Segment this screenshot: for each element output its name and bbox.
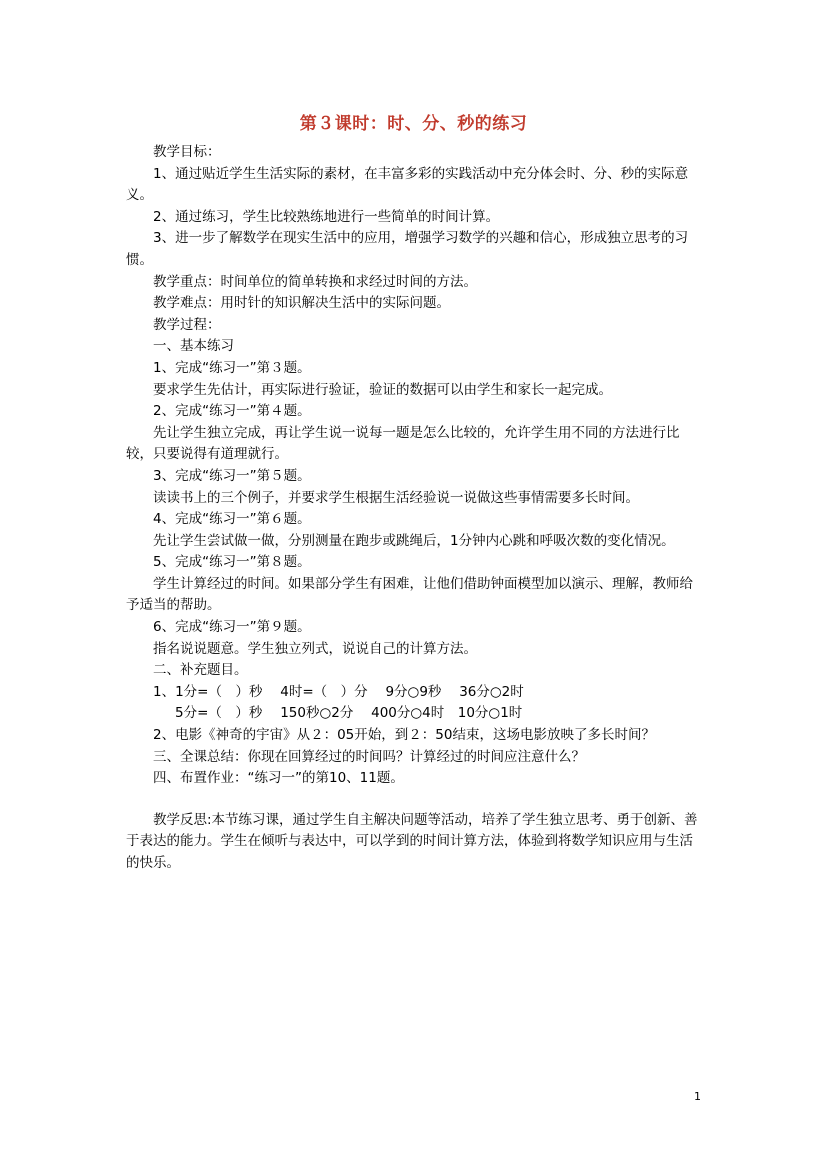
exercise-desc-3: 读读书上的三个例子，并要求学生根据生活经验说一说做这些事情需要多长时间。	[153, 489, 639, 506]
process-heading: 教学过程：	[153, 316, 221, 333]
exercise-desc-6: 指名说说题意。学生独立列式，说说自己的计算方法。	[153, 640, 477, 657]
section-heading-summary: 三、全课总结：你现在回算经过的时间吗？计算经过的时间应注意什么？	[153, 748, 585, 765]
exercise-desc-5: 学生计算经过的时间。如果部分学生有困难，让他们借助钟面模型加以演示、理解，教师给予适当的帮助。	[126, 575, 693, 614]
supplementary-row-1: 1、1分=（ ）秒 4时=（ ）分 9分○9秒 36分○2时	[153, 683, 524, 700]
section-heading-homework: 四、布置作业：“练习一”的第10、11题。	[153, 770, 404, 787]
section-heading-basic-practice: 一、基本练习	[153, 338, 234, 355]
objective-item-1: 1、通过贴近学生生活实际的素材，在丰富多彩的实践活动中充分体会时、分、秒的实际意义。	[126, 165, 689, 204]
exercise-item-1: 1、完成“练习一”第３题。	[153, 359, 311, 376]
supplementary-item-2: 2、电影《神奇的宇宙》从２：05开始，到２：50结束，这场电影放映了多长时间？	[153, 727, 655, 744]
exercise-item-3: 3、完成“练习一”第５题。	[153, 467, 311, 484]
exercise-item-4: 4、完成“练习一”第６题。	[153, 511, 311, 528]
exercise-desc-2: 先让学生独立完成，再让学生说一说每一题是怎么比较的，允许学生用不同的方法进行比较，只要说得有道理就行。	[126, 424, 680, 463]
exercise-item-2: 2、完成“练习一”第４题。	[153, 403, 311, 420]
exercise-desc-1: 要求学生先估计，再实际进行验证，验证的数据可以由学生和家长一起完成。	[153, 381, 612, 398]
section-heading-supplementary: 二、补充题目。	[153, 662, 248, 679]
objective-item-3: 3、进一步了解数学在现实生活中的应用，增强学习数学的兴趣和信心，形成独立思考的习惯。	[126, 230, 689, 268]
exercise-item-5: 5、完成“练习一”第８题。	[153, 554, 311, 571]
lesson-body	[126, 142, 706, 875]
teaching-reflection: 教学反思:本节练习课，通过学生自主解决问题等活动，培养了学生独立思考、勇于创新、善于表达的能力。学生在倾听与表达中，可以学到的时间计算方法，体验到将数学知识应用与生活的快乐。	[126, 811, 698, 871]
spacer	[126, 790, 706, 810]
objective-item-2: 2、通过练习，学生比较熟练地进行一些简单的时间计算。	[153, 208, 500, 225]
page-number: 1	[694, 1090, 701, 1103]
exercise-desc-4: 先让学生尝试做一做，分别测量在跑步或跳绳后，1分钟内心跳和呼吸次数的变化情况。	[153, 532, 675, 549]
supplementary-row-2: 5分=（ ）秒 150秒○2分 400分○4时 10分○1时	[175, 705, 523, 722]
exercise-item-6: 6、完成“练习一”第９题。	[153, 619, 311, 636]
difficulty: 教学难点：用时针的知识解决生活中的实际问题。	[153, 295, 450, 312]
page-title: 第３课时：时、分、秒的练习	[299, 114, 528, 134]
objectives-heading: 教学目标：	[153, 144, 221, 160]
key-point: 教学重点：时间单位的简单转换和求经过时间的方法。	[153, 273, 477, 290]
